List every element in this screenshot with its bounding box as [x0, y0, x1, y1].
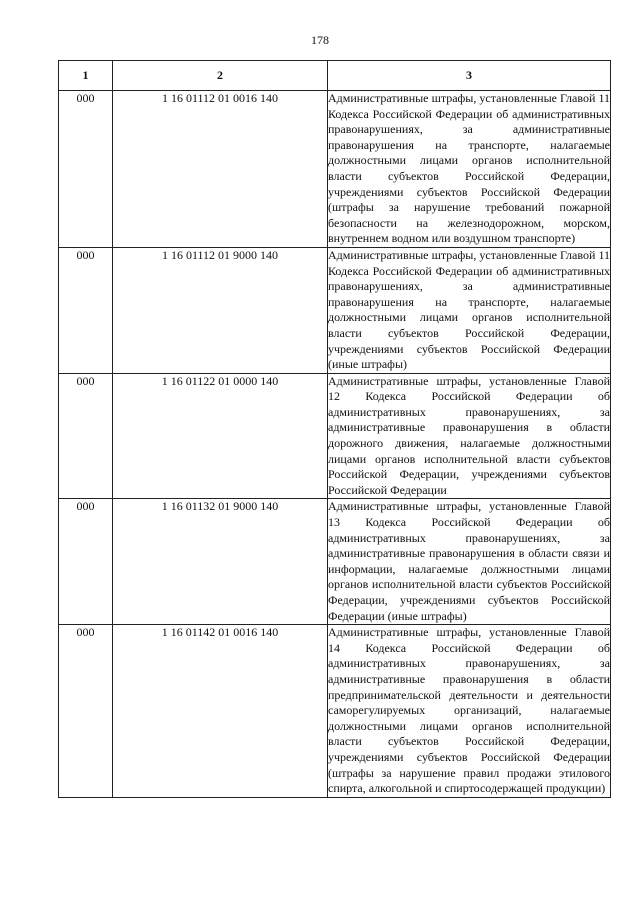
admin-code-cell: 000 [59, 625, 113, 798]
kbk-code-cell: 1 16 01142 01 0016 140 [113, 625, 328, 798]
kbk-code-cell: 1 16 01112 01 9000 140 [113, 247, 328, 373]
kbk-code-cell: 1 16 01132 01 9000 140 [113, 499, 328, 625]
table-header-row [59, 61, 611, 91]
table-row [59, 91, 611, 248]
column-header-3: 3 [328, 61, 611, 91]
column-header-1: 1 [59, 61, 113, 91]
table-row [59, 373, 611, 499]
page-number: 178 [311, 33, 329, 47]
kbk-code-cell: 1 16 01112 01 0016 140 [113, 91, 328, 248]
column-header-2: 2 [113, 61, 328, 91]
admin-code-cell: 000 [59, 247, 113, 373]
admin-code-cell: 000 [59, 91, 113, 248]
table-row [59, 625, 611, 798]
description-cell: Административные штрафы, установленные Главой 11 Кодекса Российской Федерации об административных правонарушениях, за административные правонарушения на транспорте, налагаемые должностными лицами органов исполнительной власти субъектов Российской Федерации, учреждениями субъектов Российской Федерации (иные штрафы) [328, 247, 611, 373]
description-cell: Административные штрафы, установленные Главой 14 Кодекса Российской Федерации об административных правонарушениях, за административные правонарушения в области предпринимательской деятельности и деятельности саморегулируемых организаций, налагаемые должностными лицами органов исполнительной власти субъектов Российской Федерации, учреждениями субъектов Российской Федерации (штрафы за нарушение правил продажи этилового спирта, алкогольной и спиртосодержащей продукции) [328, 625, 611, 798]
table-row [59, 499, 611, 625]
admin-code-cell: 000 [59, 499, 113, 625]
description-cell: Административные штрафы, установленные Главой 11 Кодекса Российской Федерации об административных правонарушениях, за административные правонарушения на транспорте, налагаемые должностными лицами органов исполнительной власти субъектов Российской Федерации, учреждениями субъектов Российской Федерации (штрафы за нарушение требований пожарной безопасности на железнодорожном, морском, внутреннем водном или воздушном транспорте) [328, 91, 611, 248]
table-row [59, 247, 611, 373]
description-cell: Административные штрафы, установленные Главой 12 Кодекса Российской Федерации об административных правонарушениях, за административные правонарушения в области дорожного движения, налагаемые должностными лицами органов исполнительной власти субъектов Российской Федерации, учреждениями субъектов Российской Федерации [328, 373, 611, 499]
kbk-code-cell: 1 16 01122 01 0000 140 [113, 373, 328, 499]
budget-code-table [58, 60, 611, 798]
admin-code-cell: 000 [59, 373, 113, 499]
description-cell: Административные штрафы, установленные Главой 13 Кодекса Российской Федерации об административных правонарушениях, за административные правонарушения в области связи и информации, налагаемые должностными лицами органов исполнительной власти субъектов Российской Федерации, учреждениями субъектов Российской Федерации (иные штрафы) [328, 499, 611, 625]
